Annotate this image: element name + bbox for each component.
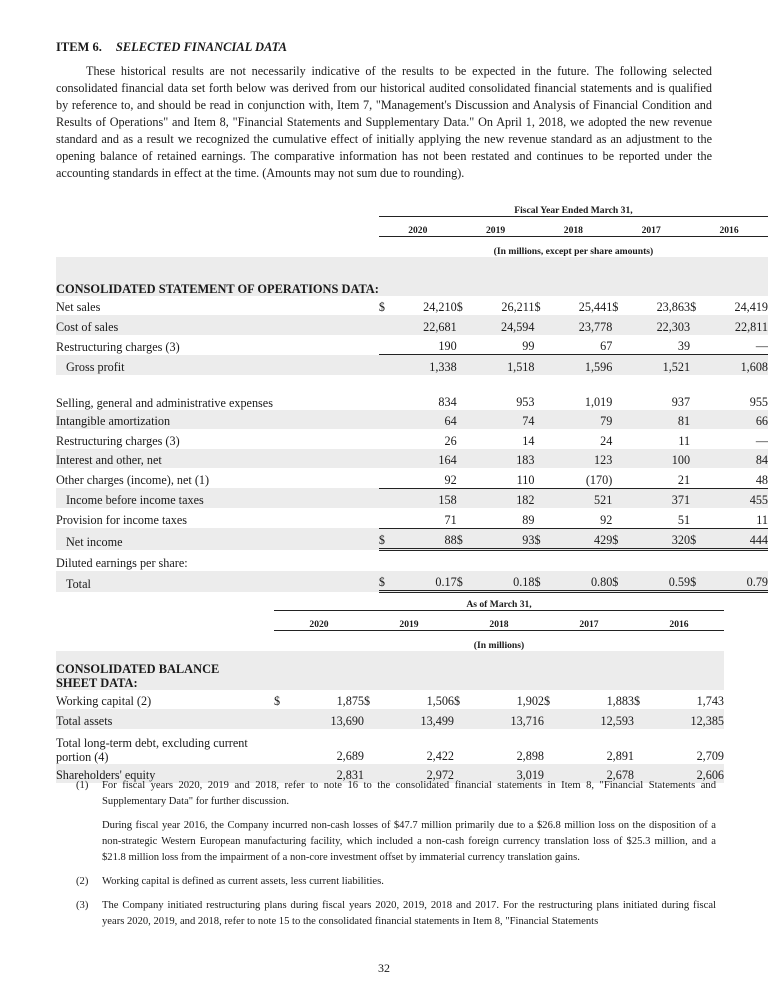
cell-value: 444 <box>702 528 768 550</box>
cell-value: 24,210 <box>423 300 457 314</box>
footnote <box>56 898 716 930</box>
cell-value: 1,902 <box>516 694 544 708</box>
cell-value: 66 <box>702 410 768 430</box>
cell-value: 88 <box>391 528 457 550</box>
cell-value: 0.80 <box>547 571 613 592</box>
cell-value: 0.17 <box>391 571 457 592</box>
row-label: Working capital (2) <box>56 694 152 708</box>
ops-year-header: 2019 <box>457 216 535 237</box>
bs-unit-header: (In millions) <box>473 639 525 651</box>
cell-value: 2,972 <box>378 764 454 784</box>
cell-value: 23,778 <box>547 315 613 335</box>
cell-value: 1,019 <box>584 394 613 409</box>
cell-value: 13,499 <box>378 709 454 729</box>
item-number: ITEM 6. <box>56 40 102 54</box>
ops-year-header: 2016 <box>690 216 768 237</box>
cell-value: 2,898 <box>516 748 544 763</box>
row-label: Diluted earnings per share: <box>56 555 188 570</box>
cell-value: 12,385 <box>648 709 724 729</box>
cell-value: 834 <box>438 394 457 409</box>
cell-value: 14 <box>522 433 535 448</box>
cell-value: 93 <box>469 528 535 550</box>
table-row <box>56 488 768 508</box>
table-row <box>56 375 768 410</box>
cell-value: — <box>755 433 768 448</box>
row-label: Selling, general and administrative expenses <box>56 395 273 410</box>
cell-value: 11 <box>756 512 768 527</box>
bs-year-header: 2018 <box>454 610 544 631</box>
cell-value: 1,743 <box>696 694 724 708</box>
cell-value: 455 <box>702 488 768 508</box>
cell-value: 89 <box>522 512 535 527</box>
cell-value: 81 <box>624 410 690 430</box>
cell-value: 1,506 <box>426 694 454 708</box>
cell-value: 48 <box>755 472 768 487</box>
operations-table <box>56 196 768 593</box>
table-row <box>56 468 768 488</box>
cell-value: 26 <box>444 433 457 448</box>
page-number: 32 <box>378 961 390 975</box>
cell-value: 1,608 <box>702 355 768 375</box>
cell-value: (170) <box>585 472 613 487</box>
cell-value: 2,678 <box>558 764 634 784</box>
bs-year-header: 2019 <box>364 610 454 631</box>
table-row <box>56 315 768 335</box>
row-label: Income before income taxes <box>56 488 379 508</box>
cell-value: 92 <box>600 512 613 527</box>
row-label: Restructuring charges (3) <box>56 433 180 448</box>
table-row <box>56 729 724 764</box>
table-row: Net sales $ 24,210 $ 26,211 $ 25,441 $ 23,863 $ 24,419 <box>56 296 768 316</box>
table-row <box>56 410 768 430</box>
bs-year-header: 2017 <box>544 610 634 631</box>
cell-value: 953 <box>516 394 535 409</box>
cell-value: 1,338 <box>391 355 457 375</box>
cell-value: 371 <box>624 488 690 508</box>
cell-value: 24,594 <box>469 315 535 335</box>
footnote-marker: (3) <box>76 900 89 911</box>
ops-section-title: CONSOLIDATED STATEMENT OF OPERATIONS DATA: <box>56 257 379 296</box>
row-label: Net sales <box>56 300 101 314</box>
cell-value: 2,689 <box>336 748 364 763</box>
cell-value: 1,596 <box>547 355 613 375</box>
cell-value: 158 <box>391 488 457 508</box>
footnote-marker: (2) <box>76 876 89 887</box>
row-label: Restructuring charges (3) <box>56 339 180 354</box>
cell-value: 12,593 <box>558 709 634 729</box>
cell-value: 1,521 <box>624 355 690 375</box>
cell-value: 71 <box>444 512 457 527</box>
cell-value: 429 <box>547 528 613 550</box>
intro-paragraph: These historical results are not necessarily indicative of the results to be expected in the future. The following selected consolidated financial data set forth below was derived from our historical audited consolidated financial statements and is qualified by reference to, and should be read in conjunction with, Item 7, "Management's Discussion and Analysis of Financial Condition and Results of Operations" and Item 8, "Financial Statements and Supplementary Data." On April 1, 2018, we adopted the new revenue standard and as a result we recognized the cumulative effect of initially applying the new revenue standard as an adjustment to the opening balance of retained earnings. The comparative information has not been restated and continues to be reported under the accounting standards in effect at the time. (Amounts may not sum due to rounding). <box>56 64 712 180</box>
cell-value: 74 <box>469 410 535 430</box>
ops-period-header: Fiscal Year Ended March 31, <box>379 196 768 216</box>
cell-value: 51 <box>677 512 691 527</box>
cell-value: 0.59 <box>624 571 690 592</box>
cell-value: 183 <box>469 449 535 469</box>
footnote-text: The Company initiated restructuring plans during fiscal years 2020, 2019, 2018 and 2017. For the restructuring plans initiated during fiscal years 2020, 2019, and 2018, refer to note 15 to the consolidated financial statements in Item 8, "Financial Statements <box>102 900 716 927</box>
cell-value: 320 <box>624 528 690 550</box>
row-label: Total <box>56 571 379 592</box>
cell-value: 64 <box>391 410 457 430</box>
cell-value: 100 <box>624 449 690 469</box>
cell-value: 2,709 <box>696 748 724 763</box>
footnote-marker: (1) <box>76 780 89 791</box>
footnote <box>56 874 716 890</box>
cell-value: 39 <box>677 339 691 353</box>
ops-unit-header: (In millions, except per share amounts) <box>493 245 654 257</box>
cell-value: 84 <box>702 449 768 469</box>
table-row <box>56 550 768 571</box>
cell-value: 13,690 <box>288 709 364 729</box>
row-label: Total assets <box>56 709 274 729</box>
cell-value: 11 <box>678 433 691 448</box>
cell-value: 24 <box>600 433 613 448</box>
section-heading <box>56 40 287 55</box>
cell-value: 190 <box>438 339 457 353</box>
table-row <box>56 335 768 355</box>
cell-value: 22,303 <box>624 315 690 335</box>
table-row: Net income $ 88 $ 93 $ 429 $ 320 $ 444 <box>56 528 768 550</box>
cell-value: 2,891 <box>606 748 634 763</box>
row-label: Shareholders' equity <box>56 764 274 784</box>
cell-value: 24,419 <box>734 300 768 314</box>
row-label: Net income <box>56 528 379 550</box>
table-row <box>56 355 768 375</box>
ops-year-header: 2018 <box>534 216 612 237</box>
cell-value: 92 <box>444 472 457 487</box>
footnote-text: Working capital is defined as current assets, less current liabilities. <box>102 876 384 887</box>
cell-value: 0.79 <box>702 571 768 592</box>
cell-value: 110 <box>516 472 535 487</box>
bs-period-header: As of March 31, <box>274 590 724 610</box>
footnote-text: For fiscal years 2020, 2019 and 2018, refer to note 16 to the consolidated financial statements in Item 8, "Financial Statements and Supplementary Data" for further discussion. <box>102 780 716 807</box>
row-label: Other charges (income), net (1) <box>56 473 210 487</box>
item-title: SELECTED FINANCIAL DATA <box>115 40 287 54</box>
cell-value: 99 <box>522 339 535 353</box>
cell-value: 67 <box>600 339 613 353</box>
cell-value: 2,422 <box>426 748 454 763</box>
bs-year-header: 2016 <box>634 610 724 631</box>
cell-value: 22,811 <box>702 315 768 335</box>
row-label: Total long-term debt, excluding current portion (4) <box>56 735 248 764</box>
ops-section-row <box>56 257 768 296</box>
cell-value: 937 <box>671 394 691 409</box>
cell-value: 23,863 <box>656 300 691 314</box>
footnotes <box>56 778 716 938</box>
balance-sheet-table <box>56 590 724 783</box>
footnote-continuation: During fiscal year 2016, the Company incurred non-cash losses of $47.7 million primarily due to a $26.8 million loss on the disposition of a non-strategic Western European manufacturing facility, which included a non-cash foreign currency translation loss of $25.3 million, and a $21.8 million loss from the impairment of a non-core investment offset by immaterial currency translation gains. <box>102 820 716 863</box>
table-row <box>56 709 724 729</box>
cell-value: 0.18 <box>469 571 535 592</box>
cell-value: 22,681 <box>391 315 457 335</box>
cell-value: 164 <box>391 449 457 469</box>
cell-value: 79 <box>547 410 613 430</box>
cell-value: 123 <box>547 449 613 469</box>
bs-section-title: CONSOLIDATED BALANCE SHEET DATA: <box>56 651 274 690</box>
footnote <box>56 778 716 810</box>
cell-value: 955 <box>749 394 768 409</box>
cell-value: — <box>755 339 768 353</box>
table-row: Total $ 0.17 $ 0.18 $ 0.80 $ 0.59 $ 0.79 <box>56 571 768 592</box>
row-label: Intangible amortization <box>56 410 379 430</box>
row-label: Gross profit <box>56 355 379 375</box>
ops-year-header: 2020 <box>379 216 457 237</box>
table-row <box>56 429 768 449</box>
table-row <box>56 508 768 528</box>
bs-year-header: 2020 <box>274 610 364 631</box>
cell-value: 1,875 <box>336 694 364 708</box>
table-row: Working capital (2) $ 1,875 $ 1,506 $ 1,902 $ 1,883 $ 1,743 <box>56 690 724 710</box>
cell-value: 21 <box>677 472 691 487</box>
cell-value: 3,019 <box>468 764 544 784</box>
row-label: Interest and other, net <box>56 449 379 469</box>
row-label: Provision for income taxes <box>56 513 187 527</box>
cell-value: 2,606 <box>648 764 724 784</box>
table-row <box>56 449 768 469</box>
cell-value: 25,441 <box>578 300 613 314</box>
bs-section-row <box>56 651 724 690</box>
cell-value: 13,716 <box>468 709 544 729</box>
cell-value: 182 <box>469 488 535 508</box>
ops-year-header: 2017 <box>612 216 690 237</box>
cell-value: 2,831 <box>288 764 364 784</box>
cell-value: 521 <box>547 488 613 508</box>
cell-value: 1,883 <box>606 694 634 708</box>
cell-value: 26,211 <box>501 300 535 314</box>
row-label: Cost of sales <box>56 315 379 335</box>
cell-value: 1,518 <box>469 355 535 375</box>
